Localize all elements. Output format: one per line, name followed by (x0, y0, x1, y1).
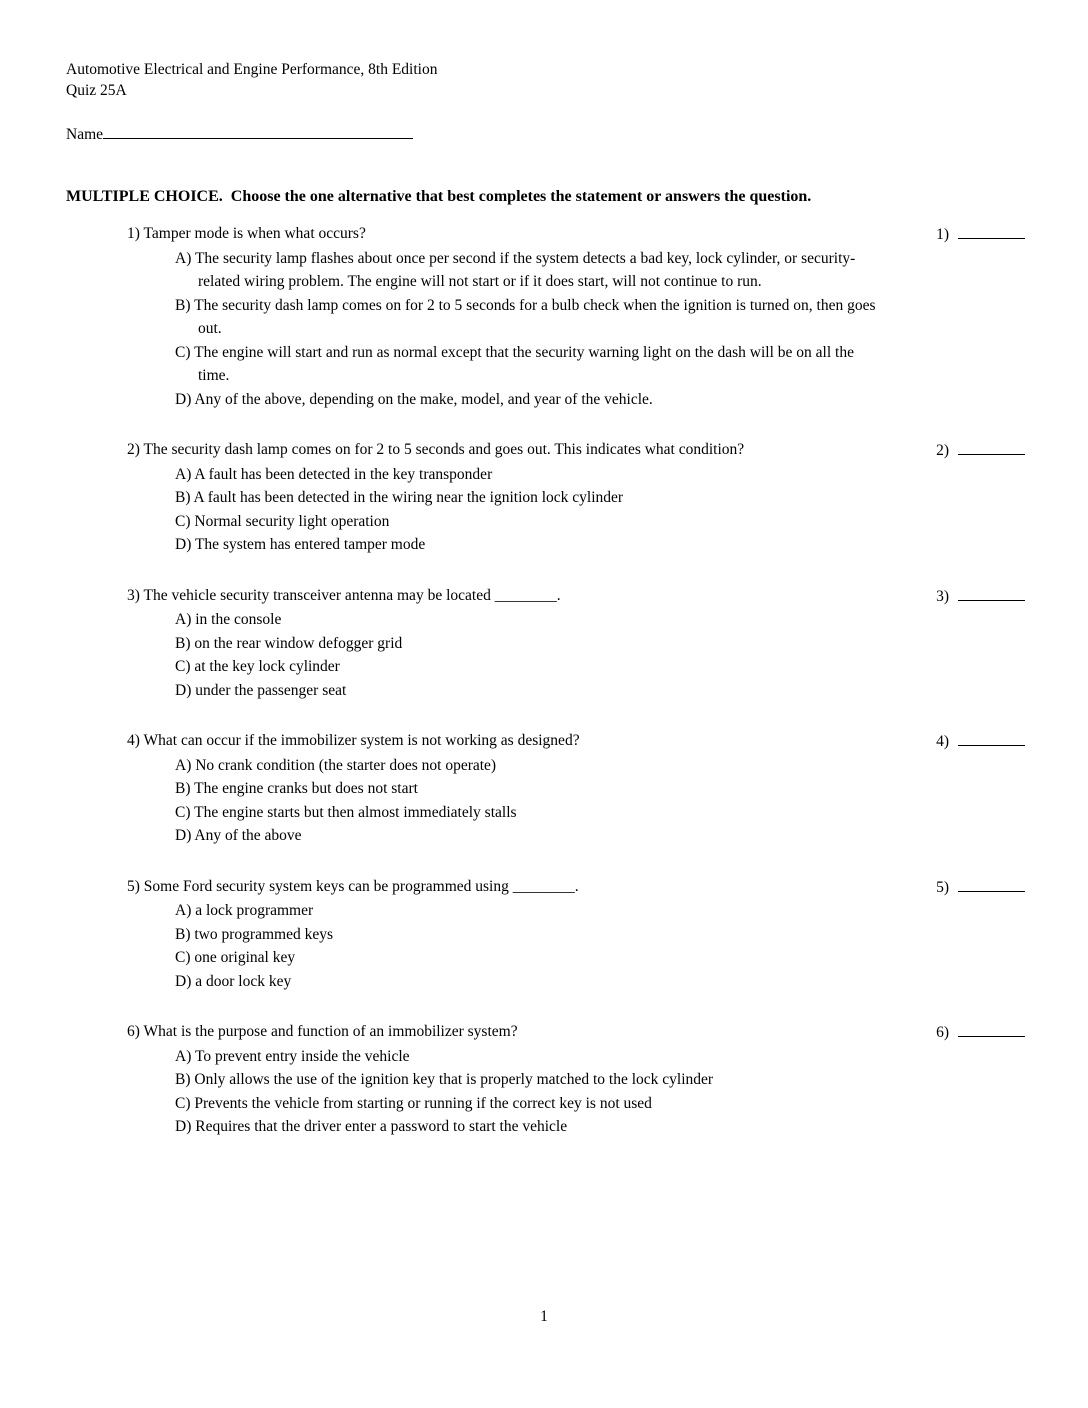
option-text: Any of the above (194, 827, 302, 844)
option-text: The security lamp flashes about once per second if the system detects a bad key, lock cylinder, or security-related wiring problem. The engine will not start or if it does start, will not continue to run. (194, 249, 856, 290)
question-text: Tamper mode is when what occurs? (143, 225, 366, 242)
option-item (175, 533, 880, 557)
option-text: a door lock key (195, 972, 292, 990)
option-item (175, 923, 880, 947)
answer-cell (936, 1020, 1025, 1045)
option-list (127, 899, 1025, 993)
option-item (175, 824, 880, 848)
option-text: A fault has been detected in the wiring near the ignition lock cylinder (193, 489, 624, 506)
option-letter: D) (175, 972, 192, 990)
option-text: The security dash lamp comes on for 2 to 5 seconds for a bulb check when the ignition is turned on, then goes out. (194, 296, 876, 337)
option-list (127, 1045, 1025, 1139)
option-list (127, 463, 1025, 557)
question-stem (127, 222, 910, 246)
answer-blank-line (958, 222, 1025, 239)
option-letter: A) (175, 611, 192, 628)
option-text: a lock programmer (195, 902, 314, 919)
question-text: What is the purpose and function of an immobilizer system? (143, 1023, 518, 1040)
document-header (66, 59, 437, 101)
option-item (175, 463, 880, 487)
question-text: The vehicle security transceiver antenna may be located ________. (143, 586, 561, 604)
quiz-title: Quiz 25A (66, 82, 127, 99)
name-label: Name (66, 126, 104, 143)
option-item (175, 970, 880, 994)
option-item (175, 341, 880, 388)
option-letter: B) (175, 296, 191, 314)
question-block (127, 1020, 1025, 1139)
option-item (175, 486, 880, 510)
question-stem (127, 729, 910, 753)
option-item (175, 754, 880, 778)
answer-number: 3) (936, 587, 949, 605)
question-list (127, 222, 1025, 1166)
option-letter: A) (175, 756, 192, 774)
question-stem (127, 875, 910, 899)
question-stem (127, 1020, 910, 1044)
option-text: To prevent entry inside the vehicle (194, 1047, 410, 1065)
option-text: A fault has been detected in the key transponder (194, 465, 493, 483)
answer-cell (936, 875, 1025, 900)
option-letter: B) (175, 780, 191, 797)
question-block (127, 729, 1025, 848)
answer-blank-line (958, 729, 1025, 746)
answer-cell (936, 222, 1025, 247)
book-title: Automotive Electrical and Engine Performance, 8th Edition (66, 61, 438, 78)
option-letter: D) (175, 536, 192, 553)
option-letter: D) (175, 827, 192, 844)
option-text: The engine starts but then almost immediately stalls (194, 803, 517, 821)
answer-blank-line (958, 438, 1025, 455)
option-text: under the passenger seat (195, 681, 347, 699)
answer-blank-line (958, 584, 1025, 601)
option-text: Prevents the vehicle from starting or running if the correct key is not used (194, 1094, 652, 1112)
option-item (175, 632, 880, 656)
option-letter: C) (175, 343, 191, 361)
option-text: Normal security light operation (194, 512, 390, 530)
option-text: The system has entered tamper mode (194, 536, 426, 553)
question-stem (127, 584, 910, 608)
option-text: on the rear window defogger grid (194, 634, 403, 652)
option-item (175, 1092, 880, 1116)
option-item (175, 946, 880, 970)
question-number: 2) (127, 441, 140, 458)
question-row (127, 875, 1025, 900)
option-letter: D) (175, 681, 192, 699)
question-block (127, 584, 1025, 703)
question-row (127, 438, 1025, 463)
answer-cell (936, 438, 1025, 463)
answer-number: 1) (936, 226, 949, 243)
question-row (127, 729, 1025, 754)
option-letter: B) (175, 489, 191, 506)
question-block (127, 438, 1025, 557)
answer-number: 6) (936, 1024, 949, 1041)
question-block (127, 875, 1025, 994)
option-letter: A) (175, 902, 192, 919)
page-number: 1 (540, 1308, 548, 1325)
answer-blank-line (958, 875, 1025, 892)
option-list (127, 247, 1025, 412)
instructions-heading: MULTIPLE CHOICE. Choose the one alternative that best completes the statement or answers the question. (66, 188, 812, 205)
option-letter: B) (175, 634, 191, 652)
option-letter: C) (175, 1094, 191, 1112)
name-blank-line (103, 122, 413, 139)
question-number: 3) (127, 586, 140, 604)
option-text: one original key (194, 949, 296, 966)
option-letter: C) (175, 949, 191, 966)
option-text: The engine will start and run as normal except that the security warning light on the dash will be on all the time. (194, 343, 854, 384)
option-item (175, 655, 880, 679)
option-text: Any of the above, depending on the make, model, and year of the vehicle. (194, 390, 653, 408)
option-letter: D) (175, 390, 192, 408)
option-text: at the key lock cylinder (194, 658, 340, 675)
option-item (175, 1045, 880, 1069)
option-item (175, 608, 880, 632)
option-item (175, 679, 880, 703)
question-number: 4) (127, 732, 140, 749)
question-text: The security dash lamp comes on for 2 to 5 seconds and goes out. This indicates what condition? (143, 441, 745, 458)
option-item (175, 247, 880, 294)
option-item (175, 1068, 880, 1092)
option-text: Requires that the driver enter a password to start the vehicle (195, 1118, 568, 1135)
answer-cell (936, 584, 1025, 609)
option-text: Only allows the use of the ignition key that is properly matched to the lock cylinder (194, 1071, 714, 1088)
option-list (127, 608, 1025, 702)
question-number: 1) (127, 225, 140, 242)
option-letter: B) (175, 925, 191, 943)
option-list (127, 754, 1025, 848)
option-item (175, 294, 880, 341)
option-item (175, 777, 880, 801)
option-letter: C) (175, 512, 191, 530)
answer-blank-line (958, 1020, 1025, 1037)
option-letter: C) (175, 803, 191, 821)
answer-number: 4) (936, 733, 949, 750)
option-letter: B) (175, 1071, 191, 1088)
question-number: 5) (127, 877, 140, 895)
question-row (127, 584, 1025, 609)
option-letter: D) (175, 1118, 192, 1135)
option-text: The engine cranks but does not start (194, 780, 418, 797)
option-letter: A) (175, 1047, 192, 1065)
answer-number: 5) (936, 878, 949, 896)
option-letter: C) (175, 658, 191, 675)
option-item (175, 388, 880, 412)
option-item (175, 801, 880, 825)
option-text: two programmed keys (194, 925, 333, 943)
option-letter: A) (175, 249, 192, 267)
option-text: in the console (195, 611, 282, 628)
option-item (175, 899, 880, 923)
question-text: What can occur if the immobilizer system is not working as designed? (143, 732, 580, 749)
option-letter: A) (175, 465, 192, 483)
answer-cell (936, 729, 1025, 754)
option-text: No crank condition (the starter does not operate) (195, 756, 497, 774)
option-item (175, 510, 880, 534)
question-row (127, 222, 1025, 247)
question-row (127, 1020, 1025, 1045)
question-text: Some Ford security system keys can be programmed using ________. (143, 877, 579, 895)
question-block (127, 222, 1025, 411)
option-item (175, 1115, 880, 1139)
question-stem (127, 438, 910, 462)
answer-number: 2) (936, 442, 949, 459)
question-number: 6) (127, 1023, 140, 1040)
name-row (66, 122, 413, 145)
